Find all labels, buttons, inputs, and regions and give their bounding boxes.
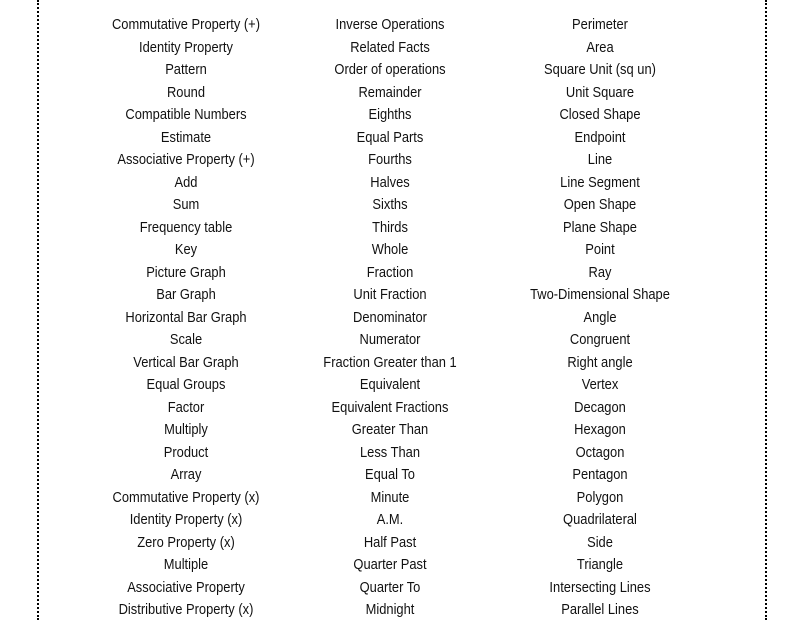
vocab-term: Vertex <box>581 376 619 393</box>
vocab-term: Associative Property (+) <box>117 151 255 168</box>
vocab-term: Area <box>586 38 614 56</box>
vocab-term: Picture Graph <box>146 263 226 281</box>
vocab-term: Identity Property <box>139 38 233 56</box>
vocab-term: Less Than <box>359 443 421 461</box>
term-column-1 <box>86 14 286 620</box>
vocab-term: Line Segment <box>560 173 640 191</box>
vocab-term: Angle <box>583 308 617 326</box>
vocab-term: Two-Dimensional Shape <box>530 286 670 303</box>
vocab-term: Hexagon <box>574 421 626 438</box>
vocab-term: Round <box>166 83 206 101</box>
vocab-term: Factor <box>167 398 205 416</box>
vocab-term: Scale <box>169 331 203 348</box>
vocab-term: Side <box>587 533 613 551</box>
vocab-term: Remainder <box>358 83 422 101</box>
vocab-term: Commutative Property (x) <box>112 488 260 506</box>
vocab-term: Plane Shape <box>563 218 637 236</box>
vocab-term: Whole <box>371 241 409 258</box>
vocab-term: Point <box>585 241 615 258</box>
vocab-term: Related Facts <box>350 38 430 56</box>
vocab-term: Fraction <box>366 263 414 281</box>
vocab-term: Half Past <box>363 533 417 551</box>
vocab-term: Vertical Bar Graph <box>133 353 239 371</box>
term-column-3 <box>500 14 700 620</box>
vocab-term: Identity Property (x) <box>129 511 243 528</box>
vocab-term: Frequency table <box>139 218 233 236</box>
vocab-term: Equivalent Fractions <box>331 398 449 416</box>
vocab-term: Denominator <box>353 308 427 326</box>
vocab-term: Fourths <box>368 151 412 168</box>
vocab-term: Octagon <box>575 443 625 461</box>
vocab-term: Perimeter <box>572 16 628 33</box>
vocab-term: Unit Square <box>565 83 635 101</box>
vocab-term: Numerator <box>359 331 421 348</box>
vocab-term: Compatible Numbers <box>125 106 247 123</box>
vocab-term: Add <box>174 173 198 191</box>
vocab-term: Triangle <box>576 556 624 573</box>
vocab-term: Quadrilateral <box>563 511 637 528</box>
vocab-term: A.M. <box>376 511 404 528</box>
vocab-term: Quarter To <box>359 578 421 596</box>
dotted-border-left <box>37 0 39 620</box>
vocab-term: Array <box>170 466 202 483</box>
vocab-term: Equal Parts <box>356 128 424 146</box>
vocab-term: Line <box>587 151 613 168</box>
vocab-term: Commutative Property (+) <box>111 16 261 33</box>
vocab-term: Ray <box>588 263 612 281</box>
vocab-term: Greater Than <box>351 421 429 438</box>
vocab-term: Bar Graph <box>156 286 216 303</box>
vocab-term: Horizontal Bar Graph <box>125 308 247 326</box>
vocab-term: Eighths <box>368 106 412 123</box>
vocab-term: Pattern <box>165 61 207 78</box>
vocab-term: Minute <box>370 488 410 506</box>
vocab-term: Key <box>174 241 198 258</box>
vocab-term: Equal To <box>365 466 415 483</box>
vocab-term: Midnight <box>365 601 415 618</box>
vocab-term: Polygon <box>576 488 624 506</box>
vocab-term: Sixths <box>372 196 408 213</box>
vocab-term: Right angle <box>567 353 633 371</box>
vocab-term: Equivalent <box>359 376 421 393</box>
vocab-term: Product <box>163 443 209 461</box>
vocab-term: Inverse Operations <box>335 16 445 33</box>
vocab-term: Zero Property (x) <box>137 533 235 551</box>
vocab-term: Thirds <box>372 218 408 236</box>
term-column-2 <box>290 14 490 620</box>
vocab-term: Decagon <box>574 398 626 416</box>
vocab-term: Sum <box>172 196 200 213</box>
vocab-term: Intersecting Lines <box>549 578 651 596</box>
vocab-term: Quarter Past <box>353 556 427 573</box>
vocab-term: Distributive Property (x) <box>118 601 254 618</box>
vocab-term: Square Unit (sq un) <box>544 61 656 78</box>
vocab-term: Fraction Greater than 1 <box>323 353 457 371</box>
vocab-term: Closed Shape <box>559 106 641 123</box>
vocab-term: Endpoint <box>574 128 626 146</box>
vocab-term: Pentagon <box>572 466 628 483</box>
vocab-term: Estimate <box>160 128 212 146</box>
vocab-term: Open Shape <box>563 196 637 213</box>
vocab-term: Order of operations <box>334 61 446 78</box>
dotted-border-right <box>765 0 767 620</box>
vocab-term: Halves <box>370 173 410 191</box>
vocab-term: Unit Fraction <box>353 286 427 303</box>
vocab-term: Congruent <box>569 331 631 348</box>
vocab-term: Parallel Lines <box>561 601 639 618</box>
vocab-term: Multiply <box>164 421 208 438</box>
vocab-term: Multiple <box>163 556 209 573</box>
vocab-term: Associative Property <box>127 578 245 596</box>
vocab-term: Equal Groups <box>146 376 226 393</box>
